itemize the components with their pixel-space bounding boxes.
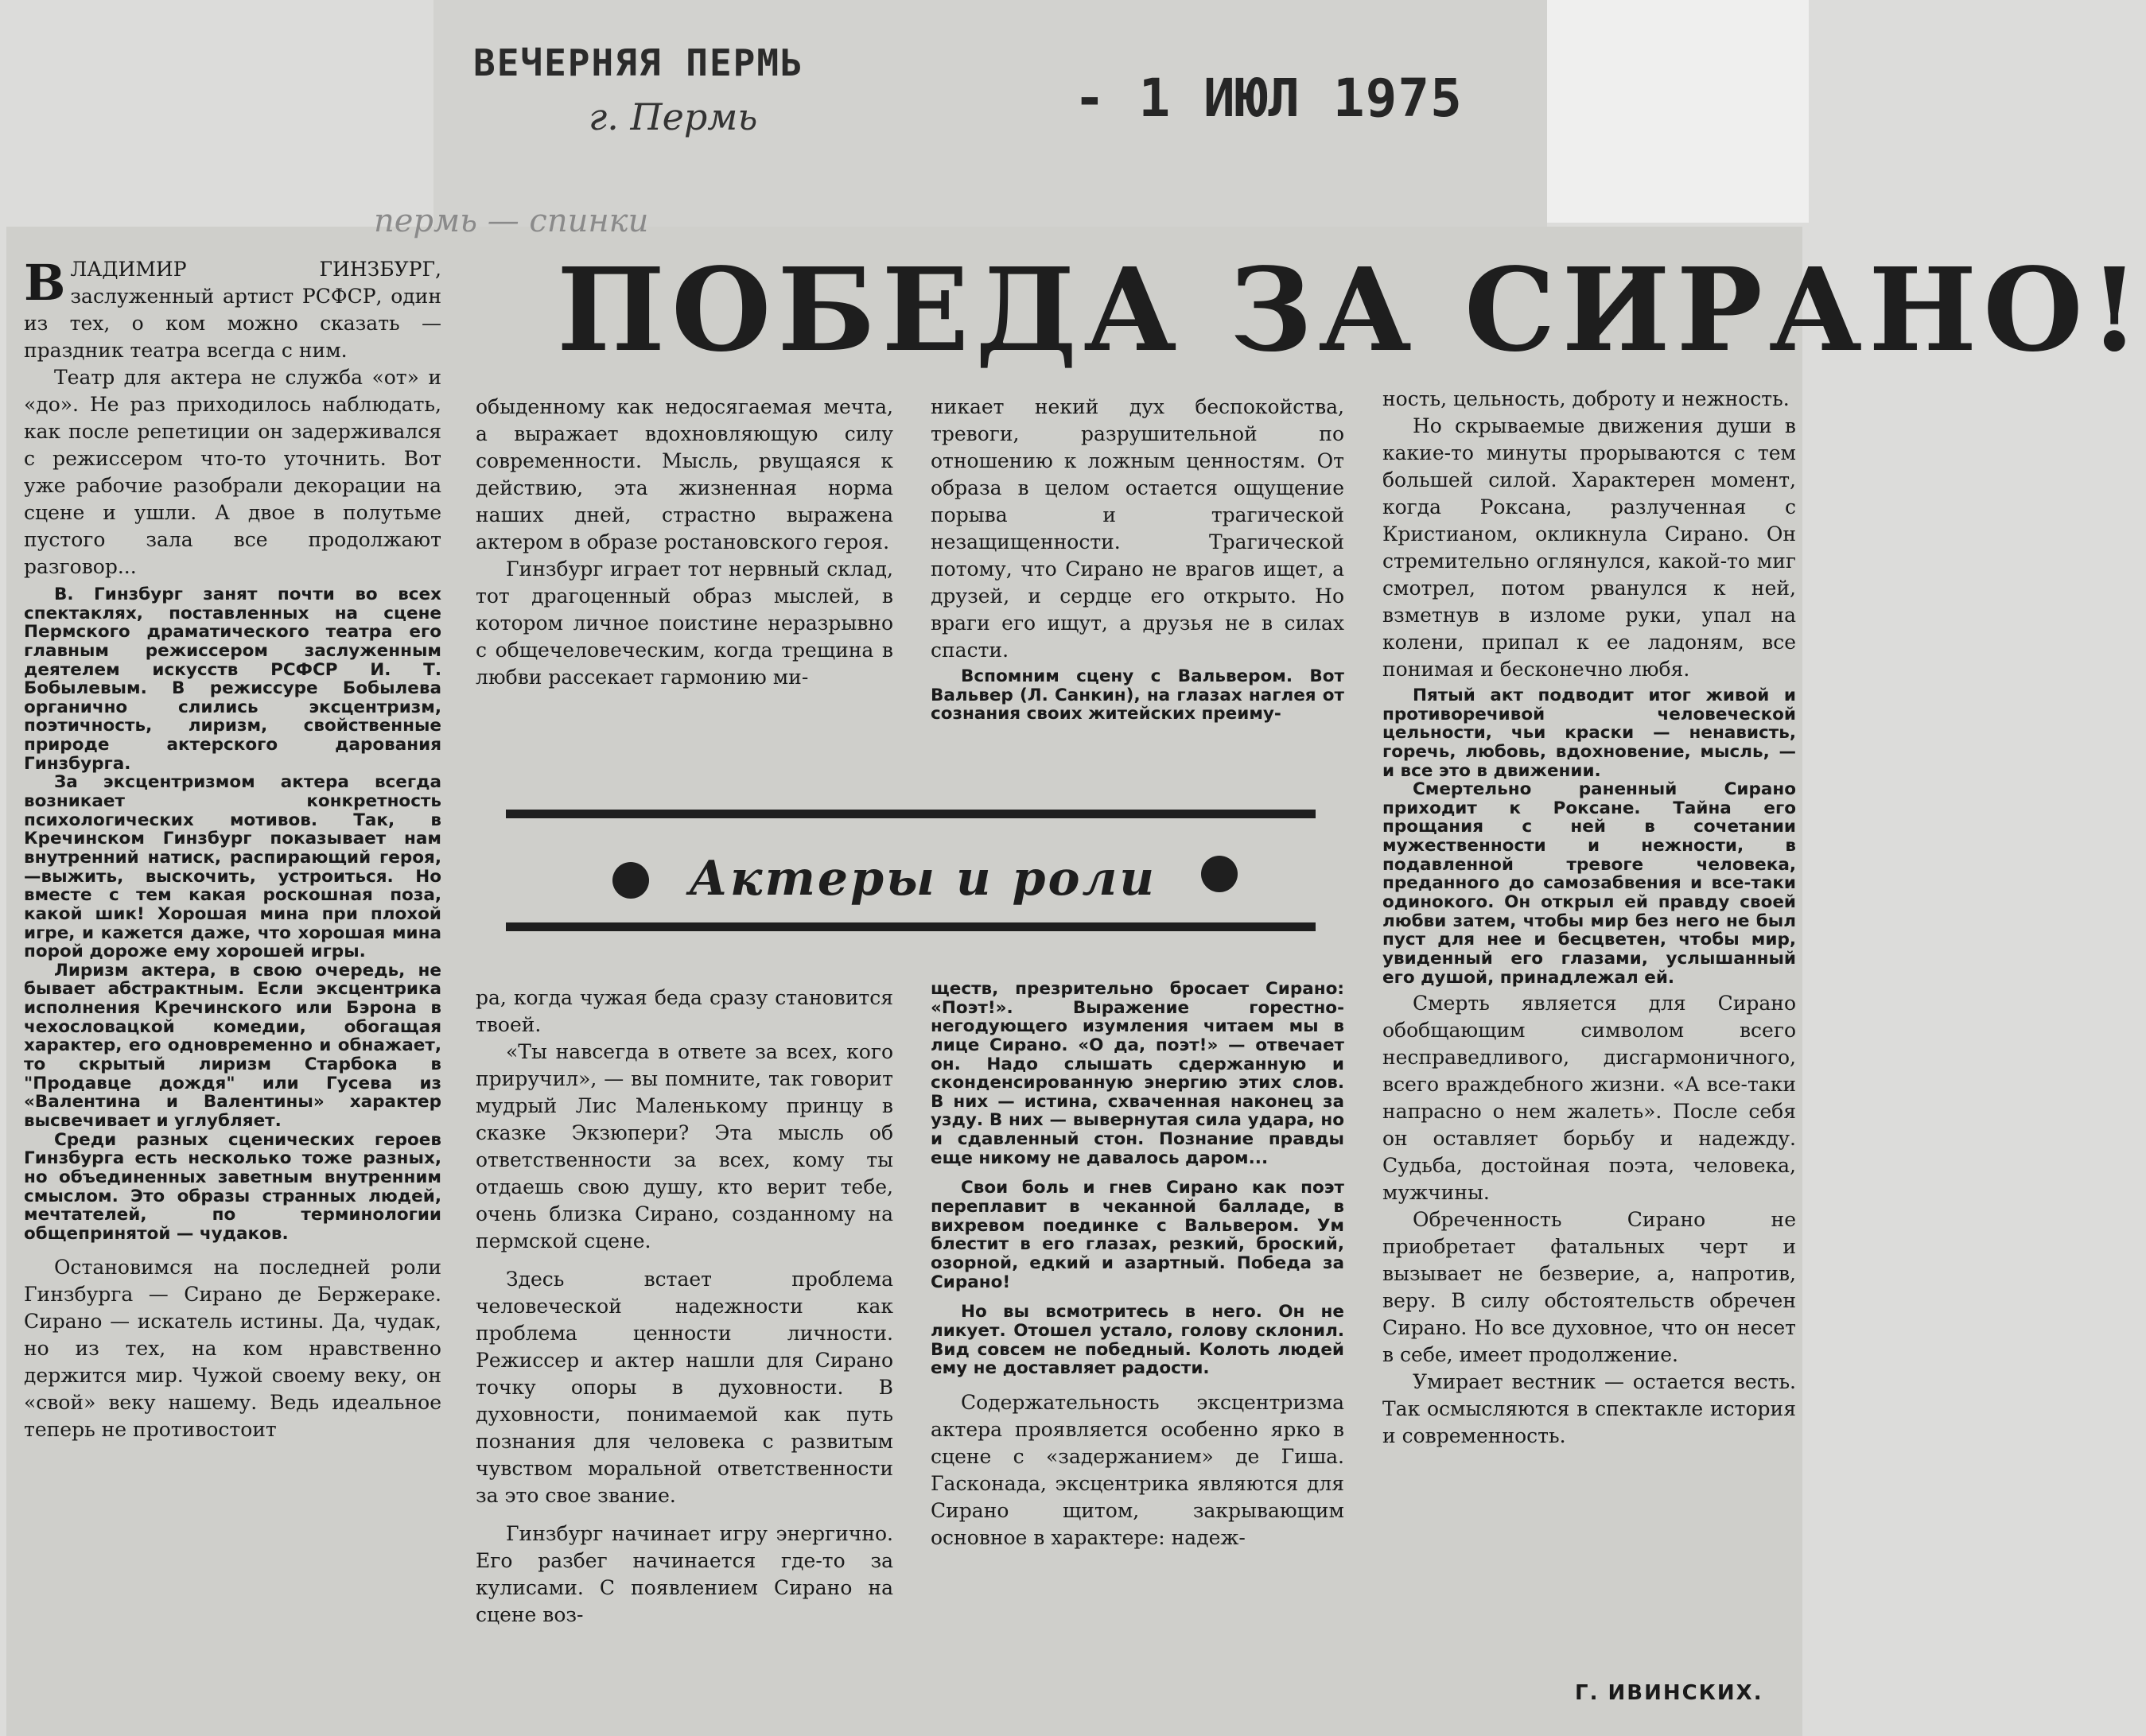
paragraph: Театр для актера не служба «от» и «до». Не раз приходилось наблюдать, как после репетиции он задерживался с режиссером что-то уточнить. Вот уже рабочие разобрали декорации на сцене и ушли. А двое в полутьме пустого зала все продолжают разговор...: [24, 366, 441, 578]
bold-paragraph: Пятый акт подводит итог живой и противоречивой человеческой цельности, чьи краски — ненависть, горечь, любовь, вдохновение, мысль, — и все это в движении.: [1382, 685, 1796, 781]
rubric-top-rule: [506, 810, 1316, 818]
paragraph: Смерть является для Сирано обобщающим символом всего несправедливого, дисгармоничного, всего враждебного жизни. «А все-таки напрасно о нем жалеть». После себя он оставляет борьбу и надежду. Судьба, достойная поэта, человека, мужчины.: [1382, 992, 1796, 1205]
bold-paragraph: ществ, презрительно бросает Сирано: «Поэт!». Выражение горестно-негодующего изумления читаем мы в лице Сирано. «О да, поэт!» — отвечает он. Надо слышать сдержанную и сконденсированную энергию этих слов. В них — истина, схваченная наконец за узду. В них — вывернутая сила удара, но и сдавленный стон. Познание правды еще никому не давалось даром...: [931, 979, 1344, 1168]
column-3-top: [931, 394, 1344, 724]
headline: ПОБЕДА ЗА СИРАНО!: [557, 243, 2146, 377]
bold-paragraph: Вспомним сцену с Вальвером. Вот Вальвер (Л. Санкин), на глазах наглея от сознания своих житейских преиму-: [931, 666, 1344, 724]
bullet-right: [1201, 856, 1238, 892]
paragraph: Остановимся на последней роли Гинзбурга — Сирано де Бержераке. Сирано — искатель истины. Да, чудак, но из тех, на ком нравственно держится мир. Чужой своему веку, он «свой» веку нашему. Ведь идеальное теперь не противостоит: [24, 1256, 441, 1442]
bold-paragraph: В. Гинзбург занят почти во всех спектаклях, поставленных на сцене Пермского драматического театра его главным режиссером заслуженным деятелем искусств РСФСР И. Т. Бобылевым. В режиссуре Бобылева органично слились эксцентризм, поэтичность, лиризм, свойственные природе актерского дарования Гинзбурга.: [24, 584, 441, 774]
author-signature: Г. ИВИНСКИХ.: [1575, 1681, 1763, 1705]
paragraph: Гинзбург играет тот нервный склад, тот драгоценный образ мыслей, в котором личное поистине неразрывно с общечеловеческим, когда трещина в любви рассекает гармонию ми-: [476, 557, 893, 689]
column-2-bottom: [476, 985, 893, 1629]
rubric-bottom-rule: [506, 922, 1316, 931]
bold-paragraph: Свои боль и гнев Сирано как поэт переплавит в чеканной балладе, в вихревом поединке с Вальвером. Ум блестит в его глазах, резкий, броский, озорной, едкий и азартный. Победа за Сирано!: [931, 1178, 1344, 1292]
paragraph: Гинзбург начинает игру энергично. Его разбег начинается где-то за кулисами. С появлением Сирано на сцене воз-: [476, 1522, 893, 1626]
newspaper-stamp: ВЕЧЕРНЯЯ ПЕРМЬ: [473, 41, 804, 84]
paragraph: никает некий дух беспокойства, тревоги, разрушительной по отношению к ложным ценностям. От образа в целом остается ощущение порыва и трагической незащищенности. Трагической потому, что Сирано не врагов ищет, а друзей, и сердце его открыто. Но враги его ищут, а друзья не в силах спасти.: [931, 395, 1344, 662]
paragraph: Умирает вестник — остается весть. Так осмысляются в спектакле история и современность.: [1382, 1370, 1796, 1448]
pencil-note: пермь — спинки: [374, 203, 649, 239]
paragraph: Содержательность эксцентризма актера проявляется особенно ярко в сцене с «задержанием» де Гиша. Гасконада, эксцентрика являются для Сирано щитом, закрывающим основное в характере: надеж-: [931, 1390, 1344, 1549]
bold-paragraph: Лиризм актера, в свою очередь, не бывает абстрактным. Если эксцентрика исполнения Кречинского или Бэрона в чехословацкой комедии, обогащая характер, его одновременно и обнажает, то скрытый лиризм Старбока в "Продавце дождя" или Гусева из «Валентина и Валентины» характер высвечивает и углубляет.: [24, 960, 441, 1131]
paragraph: обыденному как недосягаемая мечта, а выражает вдохновляющую силу современности. Мысль, рвущаяся к действию, эта жизненная норма наших дней, страстно выражена актером в образе ростановского героя.: [476, 395, 893, 553]
paragraph: ра, когда чужая беда сразу становится твоей.: [476, 986, 893, 1036]
page-margin: [1547, 0, 1809, 223]
paragraph: ность, цельность, доброту и нежность.: [1382, 387, 1790, 410]
paragraph: Здесь встает проблема человеческой надежности как проблема ценности личности. Режиссер и актер нашли для Сирано точку опоры в духовности. В духовности, понимаемой как путь познания для человека с развитым чувством моральной ответственности за это свое звание.: [476, 1268, 893, 1507]
bold-paragraph: Среди разных сценических героев Гинзбурга есть несколько тоже разных, но объединенных заветным внутренним смыслом. Это образы странных людей, мечтателей, по терминологии общепринятой — чудаков.: [24, 1129, 441, 1244]
lead-paragraph: [24, 256, 441, 364]
bold-paragraph: Смертельно раненный Сирано приходит к Роксане. Тайна его прощания с ней в сочетании мужественности и нежности, в подавленной тревоге человека, преданного до самозабвения и все-таки одинокого. Он открыл ей правду своей любви затем, чтобы мир без него не был пуст для нее и бесцветен, чтобы мир, увиденный его глазами, услышанный его душой, принадлежал ей.: [1382, 779, 1796, 988]
date-stamp: - 1 ИЮЛ 1975: [1074, 68, 1463, 129]
column-4: [1382, 386, 1796, 1450]
column-1: [24, 256, 441, 1443]
paragraph: Но скрываемые движения души в какие-то минуты прорываются с тем большей силой. Характерен момент, когда Роксана, разлученная с Кристианом, окликнула Сирано. Он стремительно оглянулся, какой-то миг смотрел, потом рванулся к ней, взметнув в изломе руки, упал на колени, припал к ее ладоням, все понимая и бесконечно любя.: [1382, 414, 1796, 681]
lead-text: ЛАДИМИР ГИНЗБУРГ, заслуженный артист РСФСР, один из тех, о ком можно сказать — праздник театра всегда с ним.: [24, 258, 441, 362]
bold-paragraph: Но вы всмотритесь в него. Он не ликует. Отошел устало, голову склонил. Вид совсем не победный. Колоть людей ему не доставляет радости.: [931, 1302, 1344, 1379]
paragraph: Обреченность Сирано не приобретает фатальных черт и вызывает не безверие, а, напротив, веру. В силу обстоятельств обречен Сирано. Но все духовное, что он несет в себе, имеет продолжение.: [1382, 1208, 1796, 1367]
column-2-top: [476, 394, 893, 691]
paragraph: «Ты навсегда в ответе за всех, кого приручил», — вы помните, так говорит мудрый Лис Маленькому принцу в сказке Экзюпери? Эта мысль об ответственности за всех, кому ты отдаешь свою душу, кто верит тебе, очень близка Сирано, созданному на пермской сцене.: [476, 1040, 893, 1252]
column-3-bottom: [931, 980, 1344, 1552]
bold-paragraph: За эксцентризмом актера всегда возникает конкретность психологических мотивов. Так, в Кречинском Гинзбург показывает нам внутренний натиск, распирающий героя,—выжить, выскочить, устроиться. Но вместе с тем какая роскошная поза, какой шик! Хорошая мина при плохой игре, и кажется даже, что хорошая мина порой дороже ему хорошей игры.: [24, 772, 441, 962]
rubric-title: Актеры и роли: [688, 851, 1157, 907]
drop-cap: В: [24, 254, 66, 312]
city-handwriting: г. Пермь: [589, 95, 758, 138]
